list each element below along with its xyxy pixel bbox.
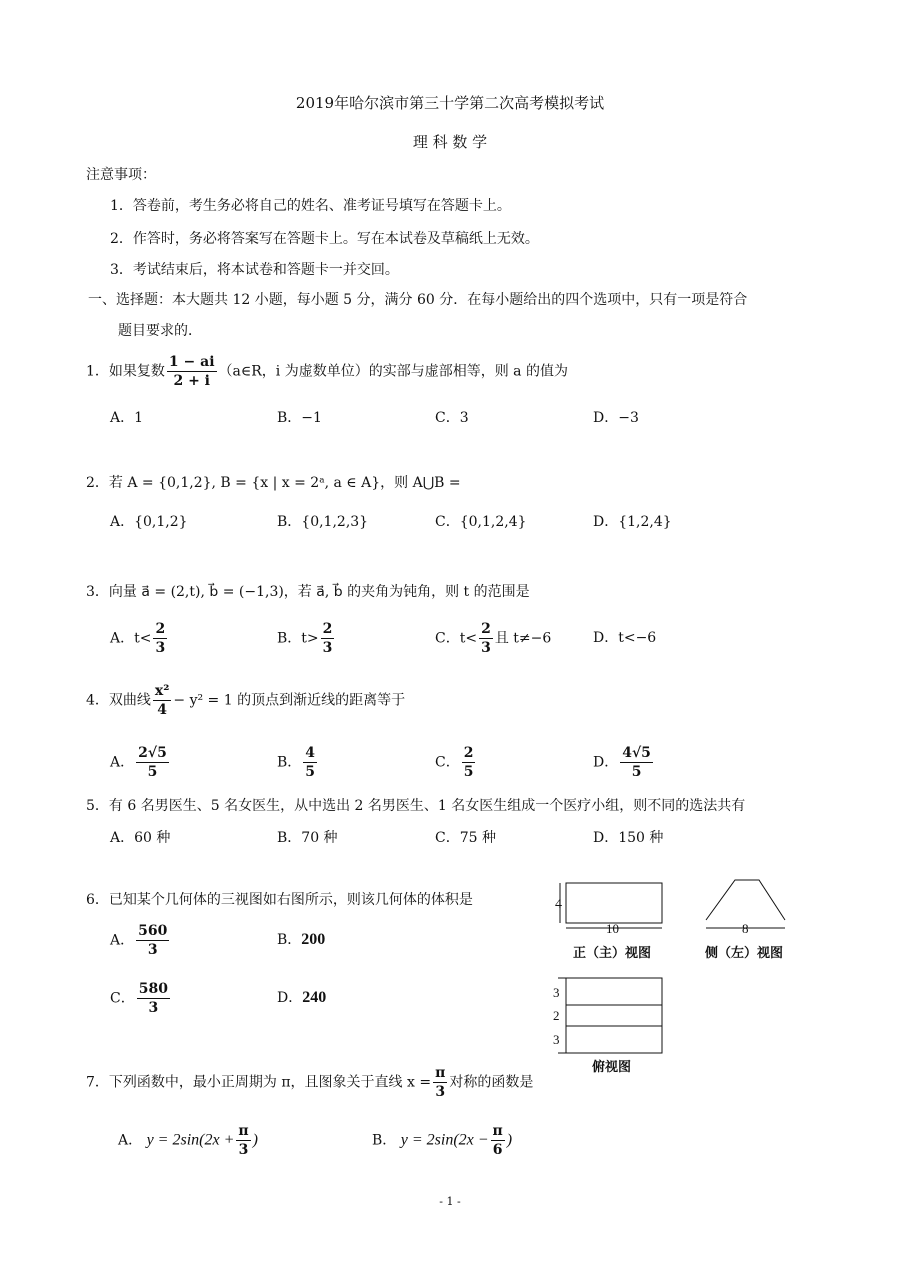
question-3: 3．向量 a⃗ = (2,t), b⃗ = (−1,3)，若 a⃗, b⃗ 的夹角为钝角，则 t 的范围是 xyxy=(86,584,530,600)
option: C．{0,1,2,4} xyxy=(435,514,527,530)
question-2: 2．若 A = {0,1,2}, B = {x | x = 2ᵃ, a ∈ A}，则 A⋃B = xyxy=(86,475,461,491)
svg-text:4: 4 xyxy=(555,897,562,912)
option: A．t< $\frac{2}{3}$ xyxy=(110,621,166,656)
option: C． $\frac{580}{3}$ xyxy=(110,981,168,1016)
option: A． $\frac{2√5}{5}$ xyxy=(110,745,167,780)
option: D．240 xyxy=(277,989,327,1006)
option: A． $\frac{560}{3}$ xyxy=(110,923,168,958)
option: C．3 xyxy=(435,410,469,426)
front-view-label: 正（主）视图 xyxy=(573,946,652,961)
option: C．t< $\frac{2}{3}$ 且 t≠−6 xyxy=(435,621,552,656)
top-view-label: 俯视图 xyxy=(592,1060,632,1075)
section-heading-cont: 题目要求的． xyxy=(118,323,202,339)
top-view xyxy=(566,978,662,1053)
option: A．{0,1,2} xyxy=(110,514,188,530)
option: D．{1,2,4} xyxy=(593,514,672,530)
exam-subtitle: 理 科 数 学 xyxy=(412,133,488,151)
notes-heading: 注意事项： xyxy=(86,167,156,183)
page-number: - 1 - xyxy=(439,1195,461,1208)
option: D．−3 xyxy=(593,410,639,426)
option: B． $\frac{4}{5}$ xyxy=(277,745,316,780)
fraction: $\frac{1 - ai}{2 + i}$ xyxy=(168,354,215,389)
option: D． $\frac{4√5}{5}$ xyxy=(593,745,651,780)
svg-text:8: 8 xyxy=(742,921,749,936)
question-4: 4．双曲线 $\frac{\text{x²}}{4}$ − y² = 1 的顶点到渐近线的距离等于 xyxy=(86,683,406,718)
option: B．70 种 xyxy=(277,830,338,846)
q1-text: 1．如果复数 xyxy=(86,363,165,380)
option: B．{0,1,2,3} xyxy=(277,514,369,530)
side-view-label: 侧（左）视图 xyxy=(705,946,784,961)
option: D．t<−6 xyxy=(593,630,657,646)
note-item: 3．考试结束后，将本试卷和答题卡一并交回。 xyxy=(110,262,399,278)
three-view-figure xyxy=(540,870,800,1080)
section-heading: 一、选择题：本大题共 12 小题，每小题 5 分，满分 60 分．在每小题给出的四个选项中，只有一项是符合 xyxy=(88,292,748,308)
option: A． y = 2sin(2x + $\frac{\pi}{3}$ ) xyxy=(118,1123,258,1158)
option: D．150 种 xyxy=(593,830,664,846)
q1-text-post: （a∈R，i 为虚数单位）的实部与虚部相等，则 a 的值为 xyxy=(218,363,568,380)
option: A．60 种 xyxy=(110,830,171,846)
svg-text:2: 2 xyxy=(553,1008,560,1023)
question-5: 5．有 6 名男医生、5 名女医生，从中选出 2 名男医生、1 名女医生组成一个医疗小组，则不同的选法共有 xyxy=(86,798,746,814)
question-7: 7．下列函数中，最小正周期为 π，且图象关于直线 x = $\frac{\pi}{3}$ 对称的函数是 xyxy=(86,1065,534,1100)
option: B．200 xyxy=(277,931,326,948)
svg-text:3: 3 xyxy=(553,1032,560,1047)
option: C． $\frac{2}{5}$ xyxy=(435,745,474,780)
front-view xyxy=(566,883,662,923)
question-1 xyxy=(86,353,568,390)
note-item: 1．答卷前，考生务必将自己的姓名、准考证号填写在答题卡上。 xyxy=(110,198,511,214)
svg-text:3: 3 xyxy=(553,985,560,1000)
option: A．1 xyxy=(110,410,144,426)
option: C．75 种 xyxy=(435,830,496,846)
svg-text:10: 10 xyxy=(606,921,619,936)
option: B．t> $\frac{2}{3}$ xyxy=(277,621,333,656)
note-item: 2．作答时，务必将答案写在答题卡上。写在本试卷及草稿纸上无效。 xyxy=(110,231,539,247)
side-view xyxy=(706,880,785,920)
option: B． y = 2sin(2x − $\frac{\pi}{6}$ ) xyxy=(372,1123,513,1158)
question-6: 6．已知某个几何体的三视图如右图所示，则该几何体的体积是 xyxy=(86,892,473,908)
exam-title: 2019年哈尔滨市第三十学第二次高考模拟考试 xyxy=(295,94,605,112)
option: B．−1 xyxy=(277,410,322,426)
